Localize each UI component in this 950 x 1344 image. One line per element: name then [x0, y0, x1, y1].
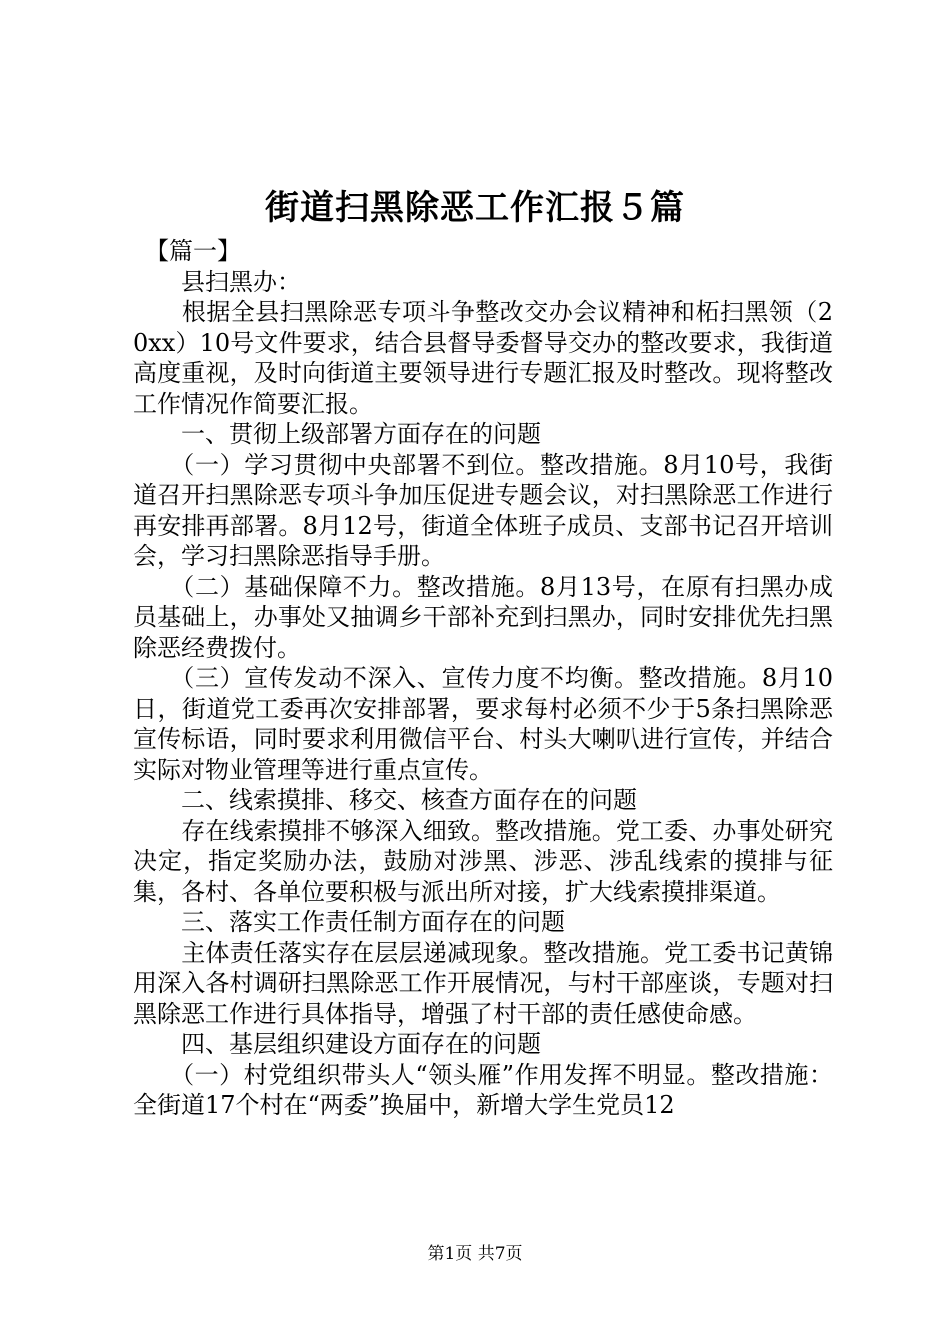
- paragraph-2: 存在线索摸排不够深入细致。整改措施。党工委、办事处研究决定，指定奖励办法，鼓励对涉黑、涉恶、涉乱线索的摸排与征集，各村、各单位要积极与派出所对接，扩大线索摸排渠道。: [133, 816, 833, 906]
- document-body: [133, 236, 833, 1121]
- intro-paragraph: 根据全县扫黑除恶专项斗争整改交办会议精神和柘扫黑领（20xx）10号文件要求，结合县督导委督导交办的整改要求，我街道高度重视，及时向街道主要领导进行专题汇报及时整改。现将整改工作情况作简要汇报。: [133, 298, 833, 418]
- paragraph-1-3: （三）宣传发动不深入、宣传力度不均衡。整改措施。8月10日，街道党工委再次安排部署，要求每村必须不少于5条扫黑除恶宣传标语，同时要求利用微信平台、村头大喇叭进行宣传，并结合实际对物业管理等进行重点宣传。: [133, 664, 833, 784]
- heading-3: 三、落实工作责任制方面存在的问题: [133, 908, 565, 936]
- paragraph-1-1: （一）学习贯彻中央部署不到位。整改措施。8月10号，我街道召开扫黑除恶专项斗争加压促进专题会议，对扫黑除恶工作进行再安排再部署。8月12号，街道全体班子成员、支部书记召开培训会，学习扫黑除恶指导手册。: [133, 450, 833, 570]
- page-number-footer: 第1页 共7页: [427, 1244, 523, 1264]
- heading-2: 二、线索摸排、移交、核查方面存在的问题: [133, 786, 637, 814]
- heading-1: 一、贯彻上级部署方面存在的问题: [133, 420, 541, 448]
- paragraph-3: 主体责任落实存在层层递减现象。整改措施。党工委书记黄锦用深入各村调研扫黑除恶工作开展情况，与村干部座谈，专题对扫黑除恶工作进行具体指导，增强了村干部的责任感使命感。: [133, 938, 833, 1028]
- paragraph-1-2: （二）基础保障不力。整改措施。8月13号，在原有扫黑办成员基础上，办事处又抽调乡干部补充到扫黑办，同时安排优先扫黑除恶经费拨付。: [133, 572, 833, 662]
- salutation: 县扫黑办：: [133, 267, 301, 296]
- paragraph-4-1: （一）村党组织带头人“领头雁”作用发挥不明显。整改措施：全街道17个村在“两委”换届中，新增大学生党员12: [133, 1060, 833, 1119]
- section-heading-part-one: 【篇一】: [133, 237, 241, 265]
- heading-4: 四、基层组织建设方面存在的问题: [133, 1030, 541, 1058]
- document-title: 街道扫黑除恶工作汇报５篇: [265, 188, 685, 228]
